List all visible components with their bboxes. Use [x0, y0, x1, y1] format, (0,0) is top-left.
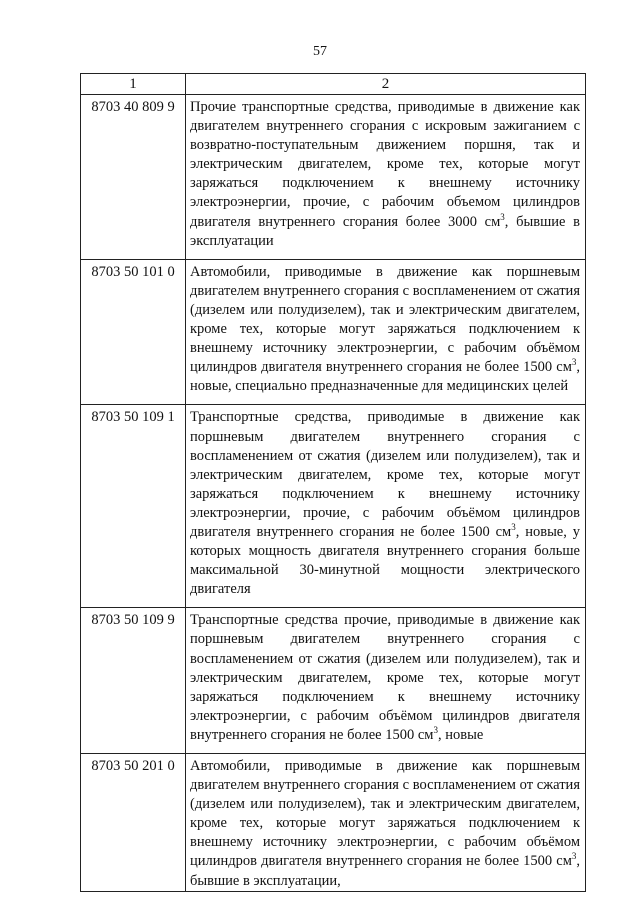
column-header-2: 2	[186, 74, 586, 95]
commodity-code: 8703 50 101 0	[81, 259, 186, 405]
commodity-description	[186, 405, 586, 608]
table-row	[81, 405, 586, 608]
table-row	[81, 608, 586, 754]
commodity-description	[186, 754, 586, 892]
description-text: Автомобили, приводимые в движение как поршневым двигателем внутреннего сгорания с воспламенением от сжатия (дизелем или полудизелем), так и электрическим двигателем, кроме тех, которые могут заряжаться подключением к внешнему источнику электроэнергии, с рабочим объёмом цилиндров двигателя внутреннего сгорания не более 1500 см	[190, 758, 580, 870]
description-text: Транспортные средства прочие, приводимые в движение как поршневым двигателем внутреннего сгорания с воспламенением от сжатия (дизелем или полудизелем), так и электрическим двигателем, кроме тех, которые могут заряжаться подключением к внешнему источнику электроэнергии, с рабочим объёмом цилиндров двигателя внутреннего сгорания не более 1500 см	[190, 612, 580, 743]
commodity-code: 8703 50 109 1	[81, 405, 186, 608]
table-header-row	[81, 74, 586, 95]
superscript: 3	[511, 522, 516, 533]
table-row	[81, 259, 586, 405]
commodity-code: 8703 50 201 0	[81, 754, 186, 892]
superscript: 3	[433, 725, 438, 736]
description-text: Транспортные средства, приводимые в движение как поршневым двигателем внутреннего сгорания с воспламенением от сжатия (дизелем или полудизелем), так и электрическим двигателем, кроме тех, которые могут заряжаться подключением к внешнему источнику электроэнергии, прочие, с рабочим объёмом цилиндров двигателя внутреннего сгорания не более 1500 см	[190, 409, 580, 540]
tariff-table	[80, 73, 586, 892]
description-tail: , бывшие в эксплуатации,	[190, 853, 580, 889]
superscript: 3	[500, 211, 505, 222]
commodity-code: 8703 50 109 9	[81, 608, 186, 754]
commodity-description	[186, 259, 586, 405]
page-number: 57	[313, 44, 327, 59]
table-row	[81, 95, 586, 260]
description-tail: , новые, у которых мощность двигателя внутреннего сгорания больше максимальной 30-минутной мощности электрического двигателя	[190, 523, 580, 598]
description-tail: , бывшие в эксплуатации	[190, 213, 580, 249]
description-text: Автомобили, приводимые в движение как поршневым двигателем внутреннего сгорания с воспламенением от сжатия (дизелем или полудизелем), так и электрическим двигателем, кроме тех, которые могут заряжаться подключением к внешнему источнику электроэнергии, с рабочим объёмом цилиндров двигателя внутреннего сгорания не более 1500 см	[190, 263, 580, 376]
superscript: 3	[571, 357, 577, 368]
description-text: Прочие транспортные средства, приводимые в движение как двигателем внутреннего сгорания с искровым зажиганием с возвратно-поступательным движением поршня, так и электрическим двигателем, кроме тех, которые могут заряжаться подключением к внешнему источнику электроэнергии, прочие, с рабочим объемом цилиндров двигателя внутреннего сгорания более 3000 см	[190, 99, 580, 230]
table-row	[81, 754, 586, 892]
commodity-description	[186, 95, 586, 260]
commodity-description	[186, 608, 586, 754]
superscript: 3	[571, 851, 577, 862]
column-header-1: 1	[81, 74, 186, 95]
description-tail: , новые, специально предназначенные для медицинских целей	[190, 359, 580, 395]
commodity-code: 8703 40 809 9	[81, 95, 186, 260]
description-tail: , новые	[437, 726, 484, 743]
